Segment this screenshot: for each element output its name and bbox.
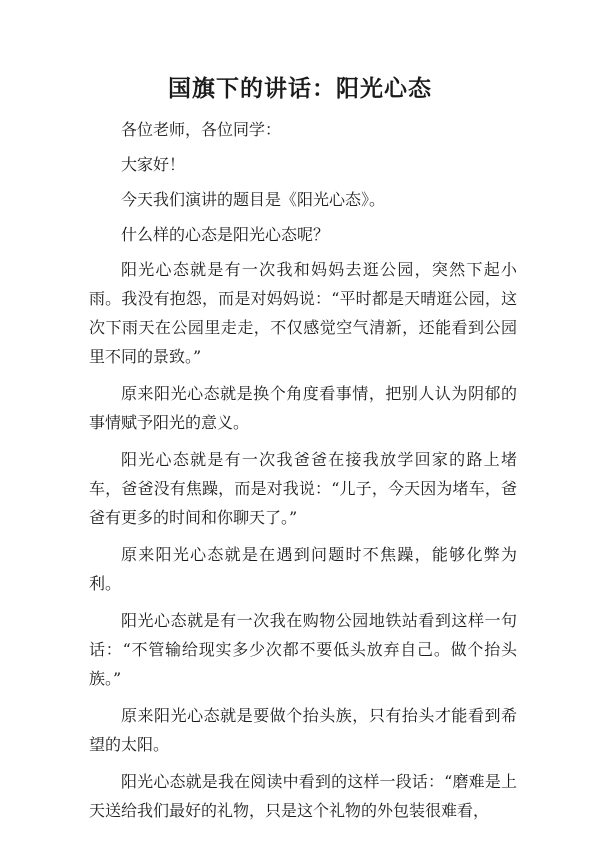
paragraph-subway-story: 阳光心态就是有一次我在购物公园地铁站看到这样一句话：“不管输给现实多少次都不要低头放弃自己。做个抬头族。” xyxy=(89,611,517,688)
paragraph-subway-lesson: 原来阳光心态就是要做个抬头族，只有抬头才能看到希望的太阳。 xyxy=(89,706,517,754)
paragraph-reading-story: 阳光心态就是我在阅读中看到的这样一段话：“磨难是上天送给我们最好的礼物，只是这个礼物的外包装很难看， xyxy=(89,772,517,820)
paragraph-traffic-lesson: 原来阳光心态就是在遇到问题时不焦躁，能够化弊为利。 xyxy=(89,545,517,593)
paragraph-salutation: 各位老师，各位同学： xyxy=(121,120,282,139)
paragraph-traffic-story: 阳光心态就是有一次我爸爸在接我放学回家的路上堵车，爸爸没有焦躁，而是对我说：“儿子，今天因为堵车，爸爸有更多的时间和你聊天了。” xyxy=(89,450,517,527)
paragraph-question: 什么样的心态是阳光心态呢？ xyxy=(121,225,330,244)
document-body xyxy=(89,115,517,833)
paragraph-greeting: 大家好！ xyxy=(121,155,186,174)
paragraph-park-lesson: 原来阳光心态就是换个角度看事情，把别人认为阴郁的事情赋予阳光的意义。 xyxy=(89,384,517,432)
paragraph-topic: 今天我们演讲的题目是《阳光心态》。 xyxy=(121,190,386,209)
paragraph-park-story: 阳光心态就是有一次我和妈妈去逛公园，突然下起小雨。我没有抱怨，而是对妈妈说：“平时都是天晴逛公园，这次下雨天在公园里走走，不仅感觉空气清新，还能看到公园里不同的景致。” xyxy=(89,260,517,366)
document-title: 国旗下的讲话：阳光心态 xyxy=(168,75,432,102)
